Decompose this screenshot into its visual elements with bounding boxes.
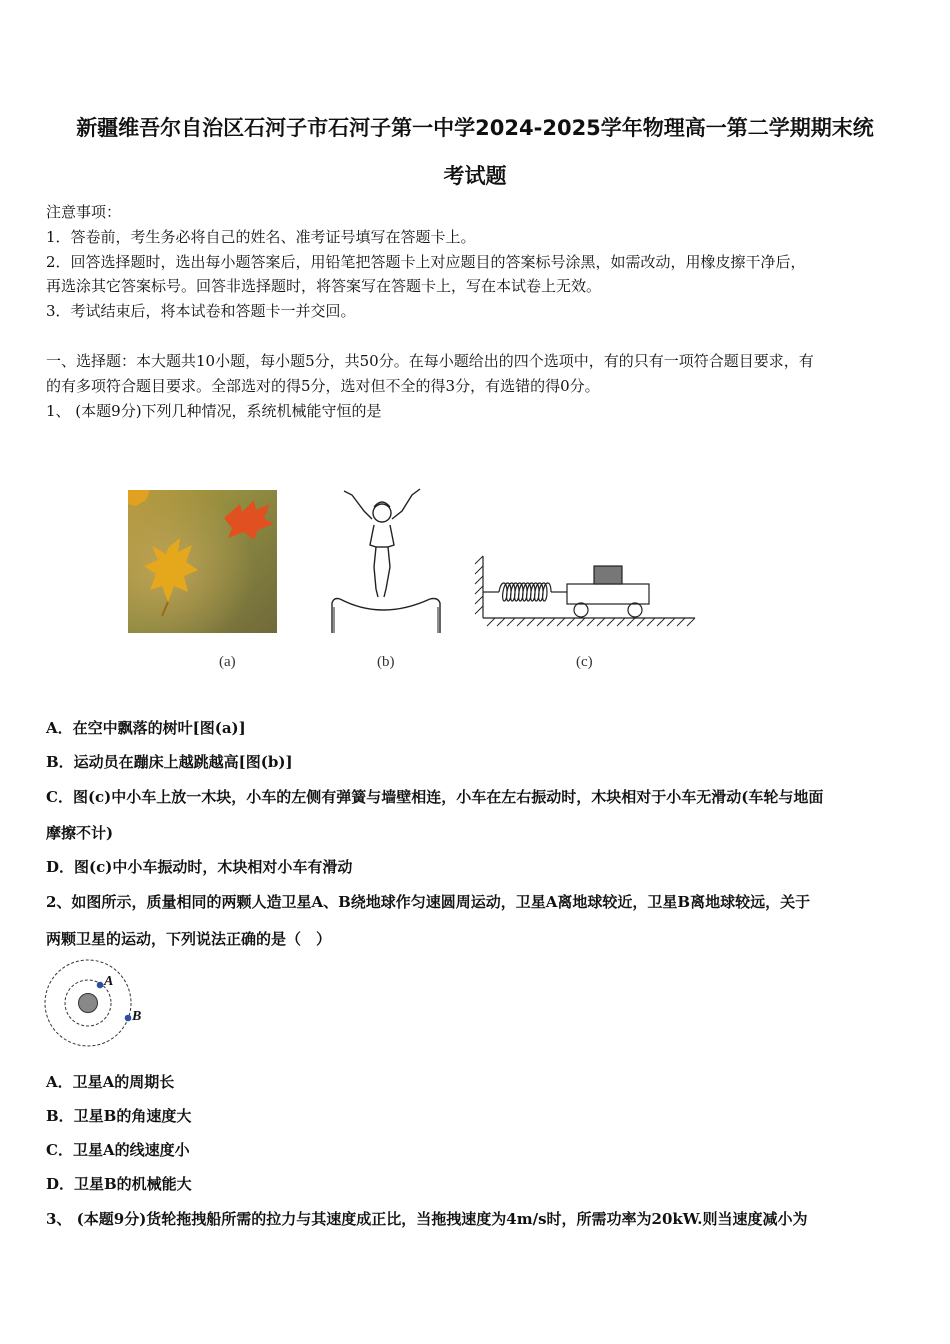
question-2-option-a: A．卫星A的周期长: [46, 1073, 175, 1091]
notice-item: 3．考试结束后，将本试卷和答题卡一并交回。: [46, 302, 356, 320]
trampoline-athlete-image: [330, 485, 445, 635]
question-1-option-c: C．图(c)中小车上放一木块，小车的左侧有弹簧与墙壁相连，小车在左右振动时，木块相对于小车无滑动(车轮与地面: [46, 788, 824, 806]
page-title-line-2: 考试题: [443, 164, 507, 188]
question-2-stem-line-1: 2、如图所示，质量相同的两颗人造卫星A、B绕地球作匀速圆周运动，卫星A离地球较近，卫星B离地球较远，关于: [46, 893, 811, 911]
satellite-a-label: A: [104, 974, 114, 989]
section-intro-line-2: 的有多项符合题目要求。全部选对的得5分，选对但不全的得3分，有选错的得0分。: [46, 377, 600, 395]
question-1-option-a: A．在空中飘落的树叶[图(a)]: [46, 719, 246, 737]
question-1-stem: 1、 (本题9分)下列几种情况，系统机械能守恒的是: [46, 402, 382, 420]
section-intro-line-1: 一、选择题：本大题共10小题，每小题5分，共50分。在每小题给出的四个选项中，有的只有一项符合题目要求，有: [46, 352, 814, 370]
question-1-option-b: B．运动员在蹦床上越跳越高[图(b)]: [46, 753, 293, 771]
page-title-line-1: 新疆维吾尔自治区石河子市石河子第一中学2024-2025学年物理高一第二学期期末统: [76, 116, 874, 140]
notice-item: 再选涂其它答案标号。回答非选择题时，将答案写在答题卡上，写在本试卷上无效。: [46, 277, 602, 295]
figure-a-label: (a): [219, 654, 236, 670]
satellite-b-label: B: [132, 1009, 142, 1024]
figure-b-label: (b): [377, 654, 395, 670]
question-1-option-d: D．图(c)中小车振动时，木块相对小车有滑动: [46, 858, 353, 876]
question-3-stem: 3、 (本题9分)货轮拖拽船所需的拉力与其速度成正比，当拖拽速度为4m/s时，所需功率为20kW.则当速度减小为: [46, 1210, 808, 1228]
notice-heading: 注意事项：: [46, 203, 122, 221]
notice-item: 1．答卷前，考生务必将自己的姓名、准考证号填写在答题卡上。: [46, 228, 476, 246]
notice-item: 2．回答选择题时，选出每小题答案后，用铅笔把答题卡上对应题目的答案标号涂黑，如需改动，用橡皮擦干净后，: [46, 253, 806, 271]
question-2-option-b: B．卫星B的角速度大: [46, 1107, 192, 1125]
question-2-stem-line-2: 两颗卫星的运动，下列说法正确的是（ ）: [46, 930, 332, 948]
figure-c-label: (c): [576, 654, 593, 670]
falling-leaves-image: [128, 490, 277, 633]
question-2-option-c: C．卫星A的线速度小: [46, 1141, 190, 1159]
question-1-option-c-continued: 摩擦不计): [46, 824, 114, 842]
question-2-option-d: D．卫星B的机械能大: [46, 1175, 192, 1193]
spring-cart-diagram: [473, 552, 698, 627]
satellite-orbit-diagram: [40, 956, 152, 1052]
